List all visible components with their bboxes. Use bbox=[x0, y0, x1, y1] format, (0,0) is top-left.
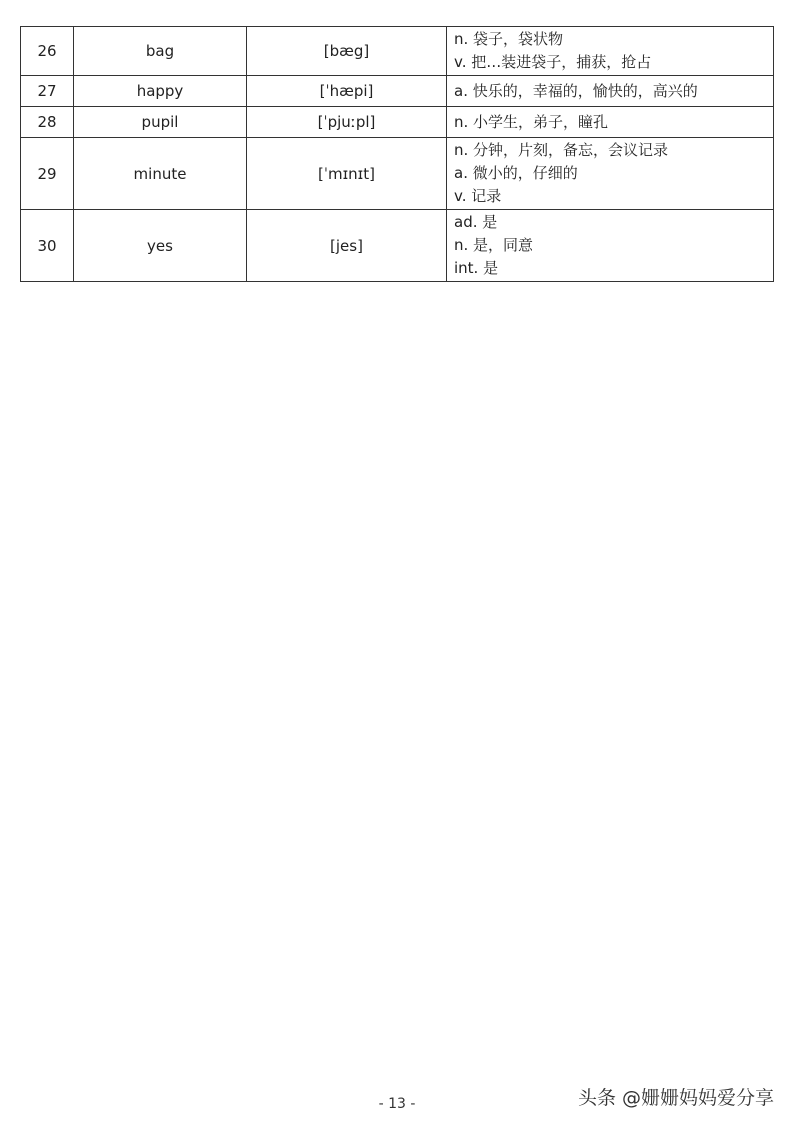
word: bag bbox=[74, 27, 247, 76]
row-number: 27 bbox=[21, 76, 74, 107]
phonetic: [ˈhæpi] bbox=[247, 76, 447, 107]
table-row bbox=[21, 76, 774, 107]
vocabulary-table-body bbox=[21, 27, 774, 282]
table-row bbox=[21, 27, 774, 76]
meaning-cell bbox=[447, 210, 774, 282]
table-row bbox=[21, 107, 774, 138]
phonetic: [bæg] bbox=[247, 27, 447, 76]
meaning-cell bbox=[447, 76, 774, 107]
page-number: - 13 - bbox=[378, 1096, 416, 1112]
watermark: 头条 @姗姗妈妈爱分享 bbox=[577, 1087, 774, 1109]
word: minute bbox=[74, 138, 247, 210]
row-number: 28 bbox=[21, 107, 74, 138]
meaning-line: n. 小学生，弟子，瞳孔 bbox=[454, 112, 609, 131]
row-number: 29 bbox=[21, 138, 74, 210]
row-number: 26 bbox=[21, 27, 74, 76]
meaning-line: v. 记录 bbox=[454, 187, 502, 205]
meaning-line: n. 是，同意 bbox=[454, 236, 534, 254]
meaning-line: a. 快乐的，幸福的，愉快的，高兴的 bbox=[454, 81, 698, 100]
table-row bbox=[21, 210, 774, 282]
meaning-line: a. 微小的，仔细的 bbox=[454, 164, 578, 182]
word: happy bbox=[74, 76, 247, 107]
phonetic: [ˈmɪnɪt] bbox=[247, 138, 447, 210]
word: yes bbox=[74, 210, 247, 282]
meaning-cell bbox=[447, 107, 774, 138]
table-row bbox=[21, 138, 774, 210]
meaning-line: n. 分钟，片刻，备忘，会议记录 bbox=[454, 141, 669, 159]
vocabulary-table bbox=[20, 26, 774, 282]
meaning-line: v. 把…装进袋子，捕获，抢占 bbox=[454, 53, 652, 71]
meaning-cell bbox=[447, 27, 774, 76]
meaning-line: n. 袋子，袋状物 bbox=[454, 30, 564, 48]
meaning-line: ad. 是 bbox=[454, 213, 498, 231]
phonetic: [ˈpjuːpl] bbox=[247, 107, 447, 138]
word: pupil bbox=[74, 107, 247, 138]
phonetic: [jes] bbox=[247, 210, 447, 282]
meaning-line: int. 是 bbox=[454, 259, 499, 277]
row-number: 30 bbox=[21, 210, 74, 282]
meaning-cell bbox=[447, 138, 774, 210]
